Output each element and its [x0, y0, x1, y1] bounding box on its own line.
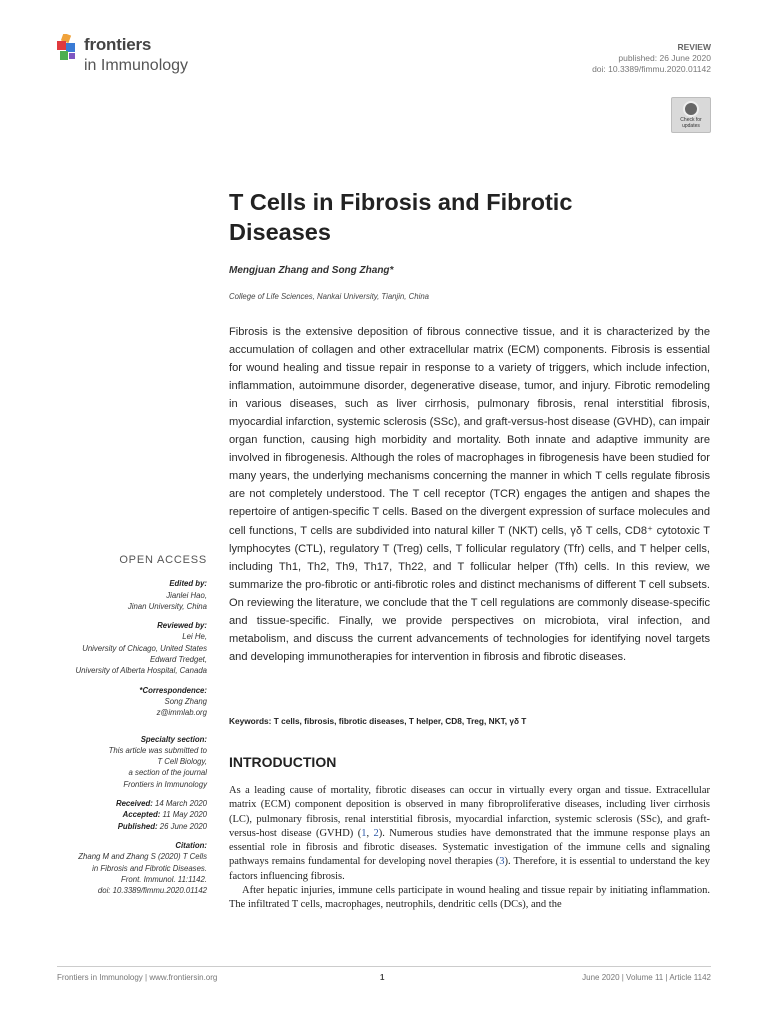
journal-name-line1: frontiers — [84, 35, 152, 54]
published-date: published: 26 June 2020 — [618, 53, 711, 63]
footer-divider — [57, 966, 711, 967]
specialty-line: Frontiers in Immunology — [123, 779, 207, 789]
citation-ref-2[interactable]: 2 — [373, 827, 379, 839]
citation-line: Zhang M and Zhang S (2020) T Cells — [78, 852, 207, 862]
check-for-updates-badge[interactable] — [671, 97, 711, 133]
published-date-sidebar: Published: 26 June 2020 — [117, 821, 207, 831]
intro-paragraph-2: After hepatic injuries, immune cells participate in wound healing and tissue repair by initiating inflammation. The infiltrated T cells, macrophages, neutrophils, dendritic cells (DCs), and the — [229, 885, 710, 911]
check-updates-label: Check for updates — [680, 117, 702, 129]
reviewer-1-affiliation: University of Chicago, United States — [82, 643, 207, 653]
introduction-body — [229, 784, 710, 913]
reviewer-2-affiliation: University of Alberta Hospital, Canada — [75, 666, 207, 676]
footer-issue-info: June 2020 | Volume 11 | Article 1142 — [582, 973, 711, 982]
section-heading-introduction: INTRODUCTION — [229, 754, 337, 770]
correspondence-email[interactable]: z@immlab.org — [156, 708, 207, 718]
open-access-label: OPEN ACCESS — [119, 554, 207, 566]
reviewer-1-name: Lei He, — [182, 632, 207, 642]
article-authors: Mengjuan Zhang and Song Zhang* — [229, 265, 394, 276]
author-affiliation: College of Life Sciences, Nankai University, Tianjin, China — [229, 292, 430, 301]
journal-name-line2: in Immunology — [84, 57, 189, 74]
citation-ref-3[interactable]: 3 — [499, 856, 505, 868]
article-sidebar — [40, 555, 207, 896]
journal-logo[interactable] — [57, 33, 227, 81]
article-type: REVIEW — [677, 42, 711, 52]
article-title: T Cells in Fibrosis and Fibrotic Diseases — [229, 189, 573, 245]
accepted-date: Accepted: 11 May 2020 — [122, 810, 207, 820]
page-number: 1 — [380, 973, 385, 982]
specialty-section-label: Specialty section: — [140, 734, 207, 744]
abstract: Fibrosis is the extensive deposition of fibrous connective tissue, and it is characterized by the accumulation of collagen and other extracellular matrix (ECM) components. Fibrosis is essential for wound healing and tissue repair in response to a variety of triggers, which include infection, inflammation, autoimmune disorder, degenerative disease, tumor, and injury. Fibrotic remodeling in various diseases, such as liver cirrhosis, pulmonary fibrosis, renal interstitial fibrosis, myocardial infarction, systemic sclerosis (SSc), and graft-versus-host disease (GVHD), can impair organ function, causing high morbidity and mortality. Both innate and adaptive immunity are involved in fibrogenesis. Although the roles of macrophages in fibrogenesis have been studied for many years, the underlying mechanisms concerning the manner in which T cells regulate fibrosis are not completely understood. The T cell receptor (TCR) engages the antigen and shapes the repertoire of antigen-specific T cells. Based on the divergent expression of surface molecules and cell functions, T cells are subdivided into natural killer T (NKT) cells, γδ T cells, CD8⁺ cytotoxic T lymphocytes (CTL), regulatory T (Treg) cells, T follicular regulatory (Tfr) cells, and T helper cells, including Th1, Th2, Th9, Th17, Th22, and T follicular helper (Tfh) cells. In this review, we summarize the pro-fibrotic or anti-fibrotic roles and distinct mechanisms of different T cell subsets. On reviewing the literature, we conclude that the T cell regulations are commonly disease-specific and tissue-specific. Finally, we provide perspectives on microbiota, viral infection, and metabolism, and discuss the current advancements of technologies for identifying novel targets and developing immunotherapies for intervention in fibrosis and fibrotic diseases. — [229, 326, 710, 663]
doi-link[interactable]: doi: 10.3389/fimmu.2020.01142 — [592, 64, 711, 74]
reviewer-2-name: Edward Tredget, — [149, 655, 207, 665]
correspondence-label: *Correspondence: — [139, 685, 207, 695]
keywords-label: Keywords: — [229, 716, 272, 726]
publication-info — [592, 42, 711, 75]
correspondence-name: Song Zhang — [164, 696, 207, 706]
edited-by-label: Edited by: — [169, 579, 207, 589]
reviewed-by-label: Reviewed by: — [157, 621, 207, 631]
specialty-line: a section of the journal — [128, 768, 207, 778]
citation-line: Front. Immunol. 11:1142. — [121, 874, 207, 884]
received-date: Received: 14 March 2020 — [115, 799, 207, 809]
citation-line: in Fibrosis and Fibrotic Diseases. — [92, 863, 207, 873]
check-updates-icon — [683, 101, 699, 117]
citation-doi[interactable]: doi: 10.3389/fimmu.2020.01142 — [97, 886, 207, 896]
frontiers-logo-icon — [57, 34, 79, 62]
editor-affiliation: Jinan University, China — [127, 601, 207, 611]
citation-label: Citation: — [175, 840, 207, 850]
intro-paragraph-1: As a leading cause of mortality, fibrotic diseases can occur in virtually every organ and tissue. Extracellular matrix (ECM) component deposition is observed in many fibroproliferative diseases, including liver cirrhosis (LC), pulmonary fibrosis, renal interstitial fibrosis, myocardial infarction, systemic sclerosis (SSc), and graft-versus-host disease (GVHD) (1, 2). Numerous studies have demonstrated that the immune response plays an essential role in fibrosis and fibrotic diseases. Systematic investigation of the immune cells and signaling pathways remains fundamental for developing novel therapies (3). Therefore, it is essential to understand the key factors influencing fibrosis. — [229, 785, 710, 882]
specialty-line: T Cell Biology, — [157, 757, 207, 767]
specialty-line: This article was submitted to — [108, 745, 207, 755]
keywords — [229, 716, 526, 726]
keywords-list: T cells, fibrosis, fibrotic diseases, T helper, CD8, Treg, NKT, γδ T — [273, 716, 527, 726]
footer-journal-link[interactable]: Frontiers in Immunology | www.frontiersin.org — [57, 973, 218, 982]
editor-name: Jianlei Hao, — [166, 590, 207, 600]
citation-ref-1[interactable]: 1 — [361, 827, 367, 839]
